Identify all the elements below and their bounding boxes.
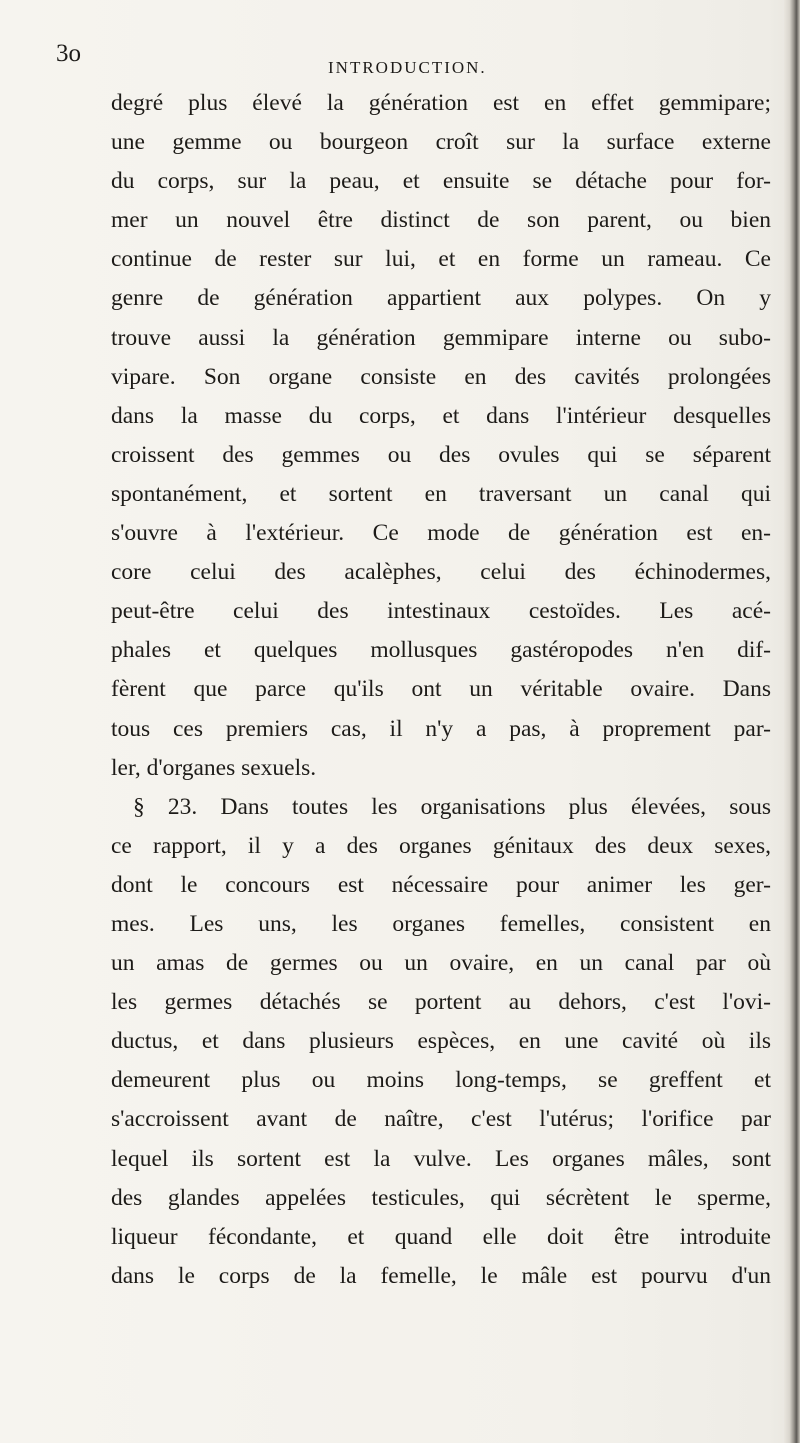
text-line: genre de génération appartient aux polypes. On y bbox=[111, 285, 771, 312]
page-edge-shadow bbox=[784, 0, 800, 1443]
text-line: croissent des gemmes ou des ovules qui se séparent bbox=[111, 441, 771, 468]
text-line: continue de rester sur lui, et en forme un rameau. Ce bbox=[111, 246, 771, 273]
text-line: trouve aussi la génération gemmipare interne ou subo- bbox=[111, 324, 771, 351]
text-line: ler, d'organes sexuels. bbox=[111, 754, 317, 781]
text-line: dont le concours est nécessaire pour animer les ger- bbox=[111, 871, 771, 898]
text-line: dans le corps de la femelle, le mâle est pourvu d'un bbox=[111, 1262, 771, 1289]
text-line: spontanément, et sortent en traversant un canal qui bbox=[111, 480, 771, 507]
text-line: tous ces premiers cas, il n'y a pas, à proprement par- bbox=[111, 715, 771, 742]
text-line: peut-être celui des intestinaux cestoïdes. Les acé- bbox=[111, 598, 771, 625]
text-line: demeurent plus ou moins long-temps, se greffent et bbox=[111, 1067, 771, 1094]
text-line: vipare. Son organe consiste en des cavités prolongées bbox=[111, 363, 771, 390]
text-line: degré plus élevé la génération est en effet gemmipare; bbox=[111, 90, 771, 116]
text-line: dans la masse du corps, et dans l'intérieur desquelles bbox=[111, 402, 771, 429]
text-line: les germes détachés se portent au dehors, c'est l'ovi- bbox=[111, 989, 771, 1016]
text-line: mes. Les uns, les organes femelles, consistent en bbox=[111, 910, 771, 937]
text-line: s'accroissent avant de naître, c'est l'utérus; l'orifice par bbox=[111, 1106, 771, 1133]
text-line: liqueur fécondante, et quand elle doit être introduite bbox=[111, 1223, 771, 1250]
body-text bbox=[111, 84, 771, 1296]
text-line: mer un nouvel être distinct de son parent, ou bien bbox=[111, 207, 771, 234]
text-line: lequel ils sortent est la vulve. Les organes mâles, sont bbox=[111, 1145, 771, 1172]
text-line: s'ouvre à l'extérieur. Ce mode de génération est en- bbox=[111, 520, 771, 547]
text-line: fèrent que parce qu'ils ont un véritable ovaire. Dans bbox=[111, 676, 771, 703]
text-line: une gemme ou bourgeon croît sur la surface externe bbox=[111, 129, 771, 156]
text-line: du corps, sur la peau, et ensuite se détache pour for- bbox=[111, 168, 771, 195]
section-start-line: § 23. Dans toutes les organisations plus élevées, sous bbox=[133, 793, 771, 820]
text-line: un amas de germes ou un ovaire, en un canal par où bbox=[111, 950, 771, 977]
page-number: 3o bbox=[56, 40, 81, 67]
running-head: INTRODUCTION. bbox=[328, 58, 487, 77]
text-line: ductus, et dans plusieurs espèces, en une cavité où ils bbox=[111, 1028, 771, 1055]
text-line: ce rapport, il y a des organes génitaux des deux sexes, bbox=[111, 832, 771, 859]
text-line: des glandes appelées testicules, qui sécrètent le sperme, bbox=[111, 1184, 771, 1211]
text-line: core celui des acalèphes, celui des échinodermes, bbox=[111, 559, 771, 586]
text-line: phales et quelques mollusques gastéropodes n'en dif- bbox=[111, 637, 771, 664]
